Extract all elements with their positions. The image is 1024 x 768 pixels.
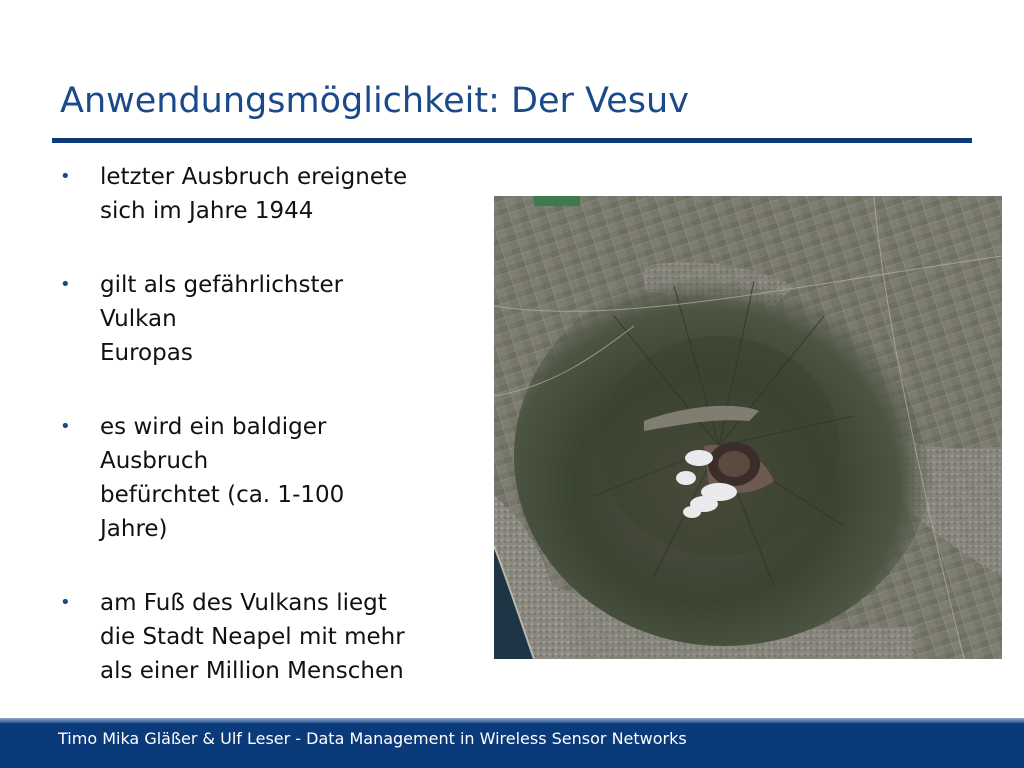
bullet-marker: • xyxy=(60,166,71,187)
bullet-item xyxy=(58,268,488,370)
bullet-text-line: befürchtet (ca. 1-100 xyxy=(100,482,345,508)
bullet-text-line: die Stadt Neapel mit mehr xyxy=(100,624,405,650)
slide-title: Anwendungsmöglichkeit: Der Vesuv xyxy=(60,81,689,121)
bullet-item xyxy=(58,160,488,228)
bullet-text-line: am Fuß des Vulkans liegt xyxy=(100,590,387,616)
bullet-text-line: letzter Ausbruch ereignete xyxy=(100,164,408,190)
bullet-marker: • xyxy=(60,416,71,437)
bullet-text-line: sich im Jahre 1944 xyxy=(100,198,314,224)
bullet-marker: • xyxy=(60,592,71,613)
title-divider xyxy=(52,138,972,143)
bullet-text-line: Vulkan xyxy=(100,306,177,332)
bullet-text-line: als einer Million Menschen xyxy=(100,658,404,684)
bullet-marker: • xyxy=(60,274,71,295)
bullet-list xyxy=(58,160,488,728)
footer-highlight xyxy=(0,718,1024,723)
footer-bar xyxy=(0,718,1024,768)
bullet-item xyxy=(58,410,488,546)
vesuvius-satellite-image xyxy=(494,196,1002,659)
bullet-text-line: Ausbruch xyxy=(100,448,209,474)
bullet-text-line: es wird ein baldiger xyxy=(100,414,327,440)
footer-text: Timo Mika Gläßer & Ulf Leser - Data Management in Wireless Sensor Networks xyxy=(58,729,687,748)
bullet-text-line: gilt als gefährlichster xyxy=(100,272,344,298)
bullet-text-line: Europas xyxy=(100,340,193,366)
bullet-item xyxy=(58,586,488,688)
bullet-text-line: Jahre) xyxy=(100,516,168,542)
